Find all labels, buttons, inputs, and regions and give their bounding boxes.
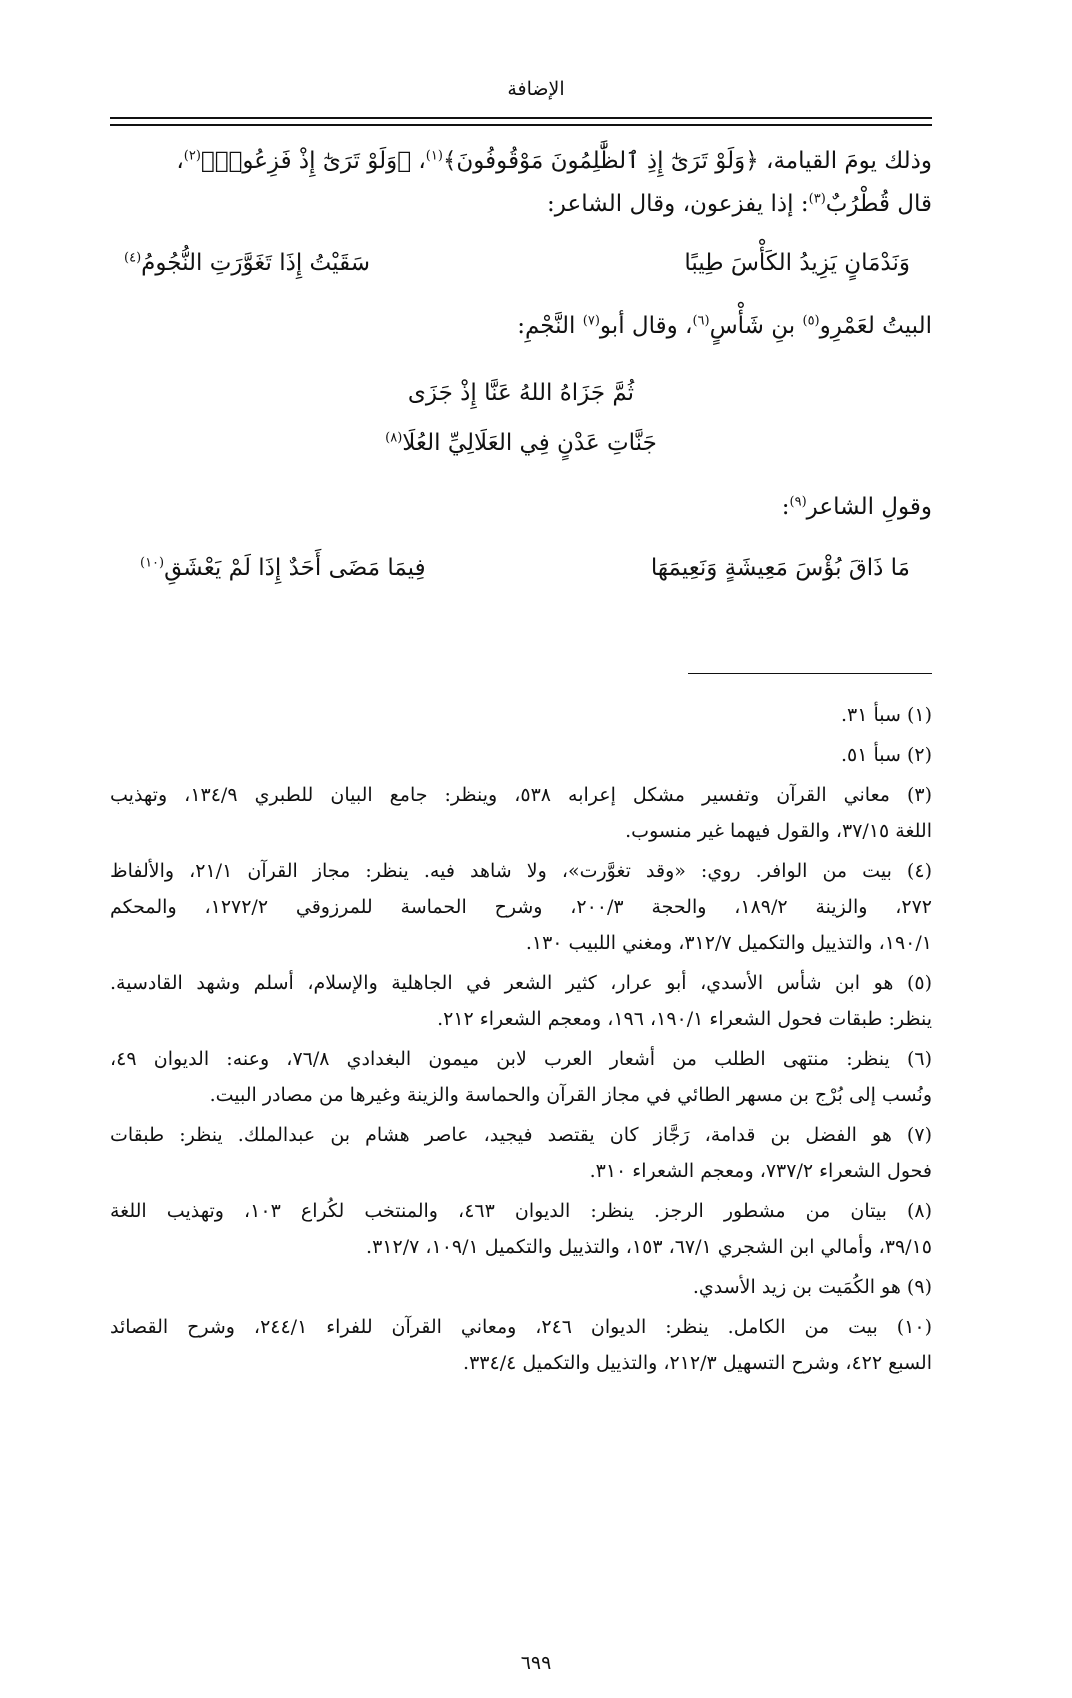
footnote (110, 1041, 932, 1113)
footnote-line: (٤) بيت من الوافر. روي: «وقد تغوَّرت»، ولا شاهد فيه. ينظر: مجاز القرآن ٢١/١، والألفاظ (110, 860, 932, 882)
text-line (110, 305, 932, 348)
footnote (110, 1309, 932, 1381)
footnote-ref[interactable]: (٨) (385, 430, 403, 446)
footnote-separator (688, 673, 932, 674)
footnote-ref[interactable]: (٩) (789, 494, 807, 510)
footnote-line: (٧) هو الفضل بن قدامة، رَجَّاز كان يقتصد فيجيد، عاصر هشام بن عبدالملك. ينظر: طبقات (110, 1124, 932, 1146)
footnote-line: (١٠) بيت من الكامل. ينظر: الديوان ٢٤٦، ومعاني القرآن للفراء ٢٤٤/١، وشرح القصائد (110, 1316, 932, 1338)
footnote-line: ونُسب إلى بُرْج بن مسهر الطائي في مجاز القرآن والحماسة والزينة وغيرها من مصادر البيت. (209, 1084, 932, 1106)
footnote-line: ٣٩/١٥، وأمالي ابن الشجري ٦٧/١، ١٥٣، والتذييل والتكميل ١٠٩/١، ٣١٢/٧. (366, 1236, 932, 1258)
hemistich-left-text: فِيمَا مَضَى أَحَدٌ إِذَا لَمْ يَعْشَقِ (164, 555, 426, 581)
footnote-line: (٦) ينظر: منتهى الطلب من أشعار العرب لابن ميمون البغدادي ٧٦/٨، وعنه: الديوان ٤٩، (110, 1048, 932, 1070)
footnote-ref[interactable]: (٤) (124, 250, 142, 266)
footnote (110, 777, 932, 849)
footnote (110, 1269, 932, 1305)
footnote-line: (٢) سبأ ٥١. (840, 744, 932, 766)
gloss-text: : إذا يفزعون، وقال الشاعر: (547, 191, 809, 217)
header-rule (110, 117, 932, 119)
footnote (110, 965, 932, 1037)
hemistich-right: مَا ذَاقَ بُؤْسَ مَعِيشَةٍ وَنَعِيمَهَا (650, 555, 910, 581)
footnote-ref[interactable]: (٧) (582, 313, 600, 329)
text-span: بنِ شَأْسٍ (709, 313, 803, 339)
footnote-line: (٣) معاني القرآن وتفسير مشكل إعرابه ٥٣٨، وينظر: جامع البيان للطبري ١٣٤/٩، وتهذيب (110, 784, 933, 806)
footnote-line: (٩) هو الكُمَيت بن زيد الأسدي. (692, 1276, 932, 1298)
footnote-line: (٥) هو ابن شأس الأسدي، أبو عرار، كثير الشعر في الجاهلية والإسلام، أسلم وشهد القادسية. (110, 972, 932, 994)
rajaz-text: ثُمَّ جَزَاهُ اللهُ عَنَّا إِذْ جَزَى (407, 380, 635, 406)
hemistich-right: وَنَدْمَانٍ يَزِيدُ الكَأْسَ طِيبًا (684, 250, 910, 276)
footnote-line: ينظر: طبقات فحول الشعراء ١٩٠/١، ١٩٦، ومعجم الشعراء ٢١٢. (437, 1008, 932, 1030)
footnote-ref[interactable]: (١) (425, 148, 443, 164)
footnote-line: (١) سبأ ٣١. (840, 704, 932, 726)
quran-quote-2: ، ﴿وَلَوْ تَرَىٰٓ إِذْ فَزِعُوا۟﴾ (200, 148, 426, 174)
footnote-line: ١٩٠/١، والتذييل والتكميل ٣١٢/٧، ومغني اللبيب ١٣٠. (525, 932, 932, 954)
footnote-line: اللغة ٣٧/١٥، والقول فيهما غير منسوب. (625, 820, 932, 842)
rajaz-text: جَنَّاتِ عَدْنٍ فِي العَلَالِيِّ العُلَا (402, 430, 657, 456)
hemistich-left (124, 250, 370, 276)
rajaz-line-1 (110, 380, 932, 406)
footnotes (110, 697, 932, 1385)
footnote-ref[interactable]: (٣) (808, 191, 826, 207)
text-line (110, 486, 932, 529)
hemistich-left-text: سَقَيْتُ إِذَا تَغَوَّرَتِ النُّجُومُ (141, 250, 370, 276)
hemistich-left (140, 555, 426, 581)
footnote-line: ٢٧٢، والزينة ١٨٩/٢، والحجة ٢٠٠/٣، وشرح الحماسة للمرزوقي ١٢٧٢/٢، والمحكم (110, 896, 932, 918)
text-span: : (781, 494, 790, 520)
text-span: البيتُ لعَمْرِو (819, 313, 932, 339)
footnote (110, 737, 932, 773)
quran-quote-1: وذلك يومَ القيامة، ﴿وَلَوْ تَرَىٰٓ إِذِ ٱلظَّٰلِمُونَ مَوْقُوفُونَ﴾ (442, 148, 932, 174)
quote-attribution: قال قُطْرُبٌ (825, 191, 932, 217)
footnote-ref[interactable]: (١٠) (140, 555, 165, 571)
footnote-line: السبع ٤٢٢، وشرح التسهيل ٢١٢/٣، والتذييل والتكميل ٣٣٤/٤. (463, 1352, 932, 1374)
rajaz-line-2 (110, 430, 932, 456)
footnote-ref[interactable]: (٦) (692, 313, 710, 329)
footnote-ref[interactable]: (٢) (183, 148, 201, 164)
text-span: ، وقال أبو (599, 313, 693, 339)
running-head: الإضافة (507, 78, 565, 100)
header-rule-2 (110, 124, 932, 126)
footnote-line: (٨) بيتان من مشطور الرجز. ينظر: الديوان ٤٦٣، والمنتخب لكُراع ١٠٣، وتهذيب اللغة (110, 1200, 933, 1222)
text-span: النَّجْمِ: (517, 313, 583, 339)
text-line: وذلك يومَ القيامة، ﴿وَلَوْ تَرَىٰٓ إِذِ ٱلظَّٰلِمُونَ مَوْقُوفُونَ﴾$^{(١)}$، ﴿وَلَوْ تَرَىٰٓ إِذْ فَزِعُوا۟﴾$^{(٢)}$، (176, 148, 932, 174)
footnote-line: فحول الشعراء ٧٣٧/٢، ومعجم الشعراء ٣١٠. (589, 1160, 932, 1182)
text-line (110, 183, 932, 226)
page-number: ٦٩٩ (520, 1652, 552, 1674)
text-span: وقولِ الشاعر (806, 494, 932, 520)
footnote (110, 853, 932, 961)
footnote-ref[interactable]: (٥) (802, 313, 820, 329)
footnote (110, 1193, 932, 1265)
footnote (110, 1117, 932, 1189)
footnote (110, 697, 932, 733)
